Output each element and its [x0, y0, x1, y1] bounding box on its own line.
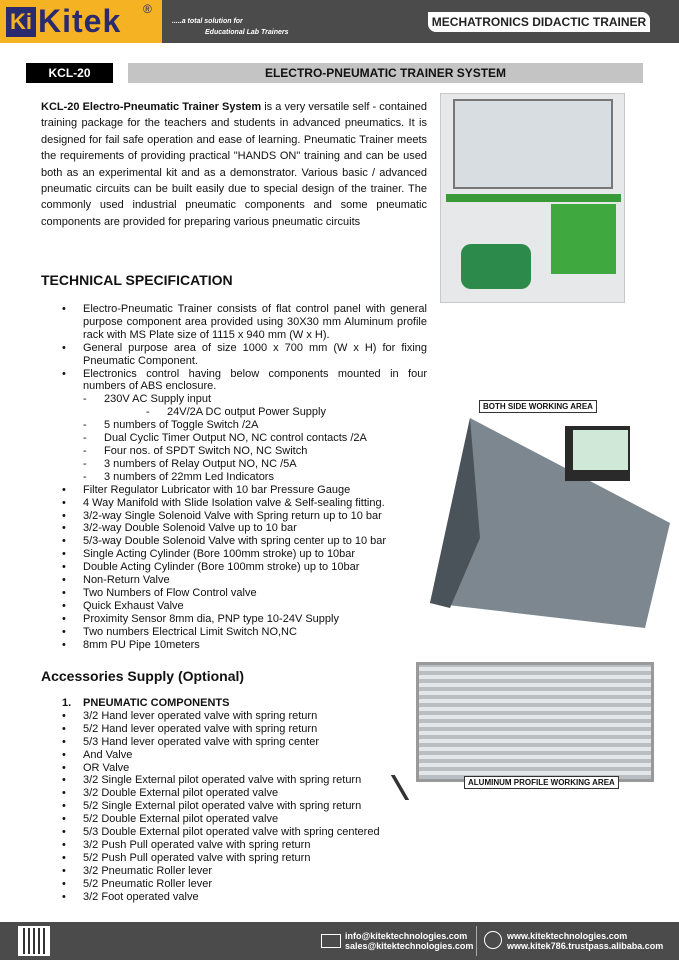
- list-item: • Two numbers Electrical Limit Switch NO,NC: [62, 626, 427, 639]
- intro-body: is a very versatile self - contained training package for the teachers and students in advanced pneumatics. It is designed for fail safe operation and ease of learning. Pneumatic Trainer meets the requirements of providing practical "HANDS ON" training and can be used both as an experimental kit and as a demonstrator. Various basic / advanced pneumatic circuits can be built easily due to special design of the trainer. The commonly used industrial pneumatic components and some pneumatic components are provided for preparing various pneumatic circuits: [41, 101, 428, 228]
- registered-mark: ®: [143, 2, 152, 16]
- footer-divider: [476, 926, 477, 956]
- list-item: • OR Valve: [62, 762, 427, 775]
- list-item: • 3/2-way Double Solenoid Valve up to 10 bar: [62, 522, 427, 535]
- list-item: - 3 numbers of 22mm Led Indicators: [62, 471, 427, 484]
- list-item: • 5/2 Push Pull operated valve with spring return: [62, 852, 427, 865]
- both-side-label: BOTH SIDE WORKING AREA: [479, 400, 597, 413]
- accessories-heading: Accessories Supply (Optional): [41, 668, 245, 684]
- list-item: • 4 Way Manifold with Slide Isolation valve & Self-sealing fitting.: [62, 497, 427, 510]
- trainer-bench-photo: [440, 93, 625, 303]
- list-item: • 3/2 Single External pilot operated valve with spring return: [62, 774, 427, 787]
- list-item: • Proximity Sensor 8mm dia, PNP type 10-24V Supply: [62, 613, 427, 626]
- list-item: • 3/2-way Single Solenoid Valve with Spring return up to 10 bar: [62, 510, 427, 523]
- list-item: - 3 numbers of Relay Output NO, NC /5A: [62, 458, 427, 471]
- footer: [0, 922, 679, 960]
- list-item: 1. PNEUMATIC COMPONENTS: [62, 697, 427, 710]
- email-sales[interactable]: sales@kitektechnologies.com: [345, 941, 474, 951]
- list-item: • 3/2 Hand lever operated valve with spring return: [62, 710, 427, 723]
- intro-paragraph: [41, 99, 427, 230]
- list-item: • 5/3 Double External pilot operated valve with spring centered: [62, 826, 427, 839]
- list-item: • 5/2 Single External pilot operated valve with spring return: [62, 800, 427, 813]
- list-item: • Electronics control having below components mounted in four numbers of ABS enclosure.: [62, 368, 427, 394]
- website-link[interactable]: www.kitektechnologies.com: [507, 931, 628, 941]
- tagline-line-2: Educational Lab Trainers: [205, 29, 289, 36]
- product-code: KCL-20: [26, 63, 113, 83]
- list-item: • 5/2 Hand lever operated valve with spring return: [62, 723, 427, 736]
- qr-code: [18, 926, 50, 956]
- list-item: • Two Numbers of Flow Control valve: [62, 587, 427, 600]
- list-item: • 5/2 Pneumatic Roller lever: [62, 878, 427, 891]
- list-item: • Filter Regulator Lubricator with 10 bar Pressure Gauge: [62, 484, 427, 497]
- category-badge: MECHATRONICS DIDACTIC TRAINER: [428, 12, 650, 32]
- accessories-list: [62, 697, 427, 904]
- header: [0, 0, 679, 43]
- list-item: • Double Acting Cylinder (Bore 100mm stroke) up to 10bar: [62, 561, 427, 574]
- list-item: • And Valve: [62, 749, 427, 762]
- list-item: • Quick Exhaust Valve: [62, 600, 427, 613]
- envelope-icon: [321, 934, 341, 948]
- email-info[interactable]: info@kitektechnologies.com: [345, 931, 468, 941]
- logo-mark: Ki: [6, 7, 36, 37]
- aluminum-profile-trainer-photo: [398, 660, 670, 800]
- logo-text: Kitek: [38, 3, 122, 39]
- list-item: - 230V AC Supply input: [62, 393, 427, 406]
- alibaba-link[interactable]: www.kitek786.trustpass.alibaba.com: [507, 941, 664, 951]
- both-side-trainer-photo: [425, 398, 670, 633]
- kitek-logo: [0, 0, 162, 43]
- list-item: • General purpose area of size 1000 x 700 mm (W x H) for fixing Pneumatic Component.: [62, 342, 427, 368]
- tech-spec-list: [62, 303, 427, 651]
- list-item: • Single Acting Cylinder (Bore 100mm stroke) up to 10bar: [62, 548, 427, 561]
- list-item: - Dual Cyclic Timer Output NO, NC control contacts /2A: [62, 432, 427, 445]
- product-title: ELECTRO-PNEUMATIC TRAINER SYSTEM: [128, 63, 643, 83]
- list-item: • 3/2 Pneumatic Roller lever: [62, 865, 427, 878]
- aluminum-profile-label: ALUMINUM PROFILE WORKING AREA: [464, 776, 619, 789]
- list-item: - Four nos. of SPDT Switch NO, NC Switch: [62, 445, 427, 458]
- tagline-line-1: .....a total solution for: [172, 18, 243, 25]
- list-item: • 8mm PU Pipe 10meters: [62, 639, 427, 652]
- list-item: • 3/2 Push Pull operated valve with spring return: [62, 839, 427, 852]
- list-item: • Non-Return Valve: [62, 574, 427, 587]
- list-item: - 24V/2A DC output Power Supply: [62, 406, 427, 419]
- globe-icon: [484, 931, 502, 949]
- tech-spec-heading: TECHNICAL SPECIFICATION: [41, 272, 233, 288]
- intro-lead: KCL-20 Electro-Pneumatic Trainer System: [41, 101, 262, 113]
- list-item: • 3/2 Double External pilot operated valve: [62, 787, 427, 800]
- list-item: • Electro-Pneumatic Trainer consists of flat control panel with general purpose component area provided using 30X30 mm Aluminum profile rack with MS Plate size of 1115 x 940 mm (W x H).: [62, 303, 427, 342]
- list-item: • 5/3 Hand lever operated valve with spring center: [62, 736, 427, 749]
- list-item: • 5/2 Double External pilot operated valve: [62, 813, 427, 826]
- list-item: - 5 numbers of Toggle Switch /2A: [62, 419, 427, 432]
- list-item: • 3/2 Foot operated valve: [62, 891, 427, 904]
- list-item: • 5/3-way Double Solenoid Valve with spring center up to 10 bar: [62, 535, 427, 548]
